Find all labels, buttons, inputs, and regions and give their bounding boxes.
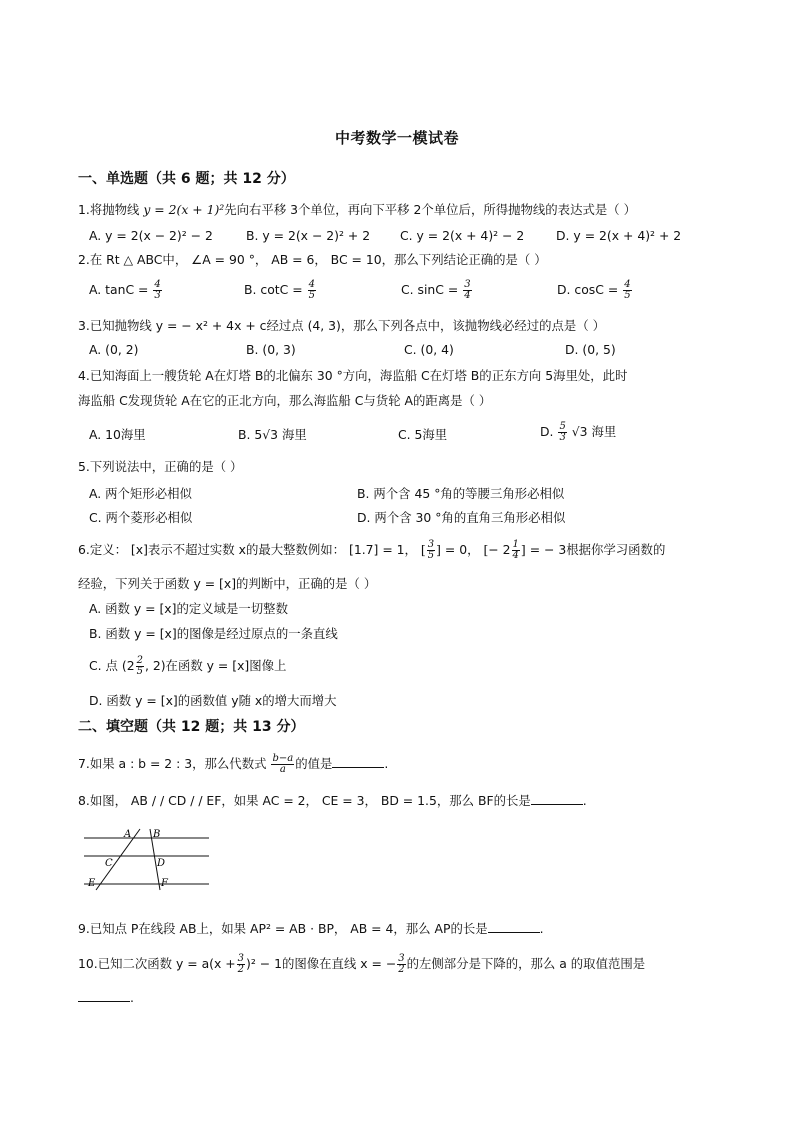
q1-prefix: 1.将抛物线: [78, 202, 140, 217]
section-heading-single-choice: 一、单选题（共 6 题；共 12 分）: [78, 171, 295, 187]
exam-title: 中考数学一模试卷: [334, 129, 459, 147]
q5-option-c: C. 两个菱形必相似: [89, 510, 193, 525]
q6-option-c: C. 点 (2 $\frac{2}{5}$ , 2)在函数 y = [x]图像上: [89, 655, 287, 677]
q5-option-a: A. 两个矩形必相似: [89, 486, 192, 501]
q3-option-b: B. (0, 3): [246, 342, 296, 357]
q4-option-c: C. 5海里: [398, 427, 448, 442]
q4-option-d: D. $\frac{5}{3}$ √3 海里: [540, 421, 617, 443]
question-4-line-1: 4.已知海面上一艘货轮 A在灯塔 B的北偏东 30 °方向，海监船 C在灯塔 B的正东方向 5海里处，此时: [78, 368, 628, 383]
q8-figure-label-c: C: [105, 858, 113, 869]
q8-figure-label-d: D: [157, 858, 166, 869]
q1-expression: y = 2(x + 1)²: [143, 202, 225, 217]
q1-option-c: C. y = 2(x + 4)² − 2: [400, 228, 525, 243]
q8-figure-label-e: E: [88, 878, 96, 889]
q1-option-a: A. y = 2(x − 2)² − 2: [89, 228, 213, 243]
q2-option-a: A. tanC = $\frac{4}{3}$: [89, 279, 161, 301]
question-2: 2.在 Rt △ ABC中， ∠A = 90 °， AB = 6， BC = 10，那么下列结论正确的是（ ）: [78, 252, 547, 267]
q3-option-c: C. (0, 4): [404, 342, 454, 357]
section-heading-fill-in: 二、填空题（共 12 题；共 13 分）: [78, 719, 305, 735]
question-8: 8.如图， AB / / CD / / EF，如果 AC = 2， CE = 3， BD = 1.5，那么 BF的长是 .: [78, 793, 587, 808]
question-4-line-2: 海监船 C发现货轮 A在它的正北方向，那么海监船 C与货轮 A的距离是（ ）: [78, 393, 492, 408]
q1-option-b: B. y = 2(x − 2)² + 2: [246, 228, 371, 243]
q3-option-a: A. (0, 2): [89, 342, 139, 357]
q3-option-d: D. (0, 5): [565, 342, 616, 357]
q5-option-b: B. 两个含 45 °角的等腰三角形必相似: [357, 486, 565, 501]
q6-option-d: D. 函数 y = [x]的函数值 y随 x的增大而增大: [89, 693, 337, 708]
q2-option-b: B. cotC = $\frac{4}{5}$: [244, 279, 315, 301]
q6-option-a: A. 函数 y = [x]的定义域是一切整数: [89, 601, 288, 616]
q6-option-b: B. 函数 y = [x]的图像是经过原点的一条直线: [89, 626, 338, 641]
question-7: 7.如果 a : b = 2 : 3，那么代数式 $\frac{b-a}{a}$ 的值是 .: [78, 753, 389, 775]
q8-figure-label-f: F: [161, 878, 168, 889]
q8-figure-label-b: B: [153, 829, 161, 840]
q2-option-d: D. cosC = $\frac{4}{5}$: [557, 279, 631, 301]
question-5: 5.下列说法中，正确的是（ ）: [78, 459, 243, 474]
q1-text: 先向右平移 3个单位，再向下平移 2个单位后，所得抛物线的表达式是（ ）: [224, 202, 636, 217]
question-6-line-1: 6.定义： [x]表示不超过实数 x的最大整数例如： [1.7] = 1， [ $\frac{3}{5}$ ] = 0， [− 2 $\frac{1}{4}$ ] = − 3根据你学习函数的: [78, 539, 666, 561]
q4-option-a: A. 10海里: [89, 427, 146, 442]
q7-answer-blank: [332, 767, 384, 768]
question-10: 10.已知二次函数 y = a(x + $\frac{3}{2}$ )² − 1的图像在直线 x = − $\frac{3}{2}$ 的左侧部分是下降的，那么 a 的取值范围是: [78, 953, 646, 975]
question-9: 9.已知点 P在线段 AB上，如果 AP² = AB · BP， AB = 4，那么 AP的长是 .: [78, 921, 544, 936]
q9-answer-blank: [488, 932, 540, 933]
q5-option-d: D. 两个含 30 °角的直角三角形必相似: [357, 510, 566, 525]
q8-parallel-lines-figure: [82, 826, 212, 892]
question-10-answer-line: .: [78, 988, 723, 1008]
q2-option-c: C. sinC = $\frac{3}{4}$: [401, 279, 471, 301]
q1-option-d: D. y = 2(x + 4)² + 2: [556, 228, 682, 243]
question-6-line-2: 经验，下列关于函数 y = [x]的判断中，正确的是（ ）: [78, 576, 377, 591]
q4-option-b: B. 5√3 海里: [238, 427, 307, 442]
q8-figure-label-a: A: [124, 829, 132, 840]
question-3: 3.已知抛物线 y = − x² + 4x + c经过点 (4, 3)，那么下列各点中，该抛物线必经过的点是（ ）: [78, 318, 606, 333]
question-1: [78, 200, 723, 220]
q10-answer-blank: [78, 1001, 130, 1002]
q8-answer-blank: [531, 804, 583, 805]
